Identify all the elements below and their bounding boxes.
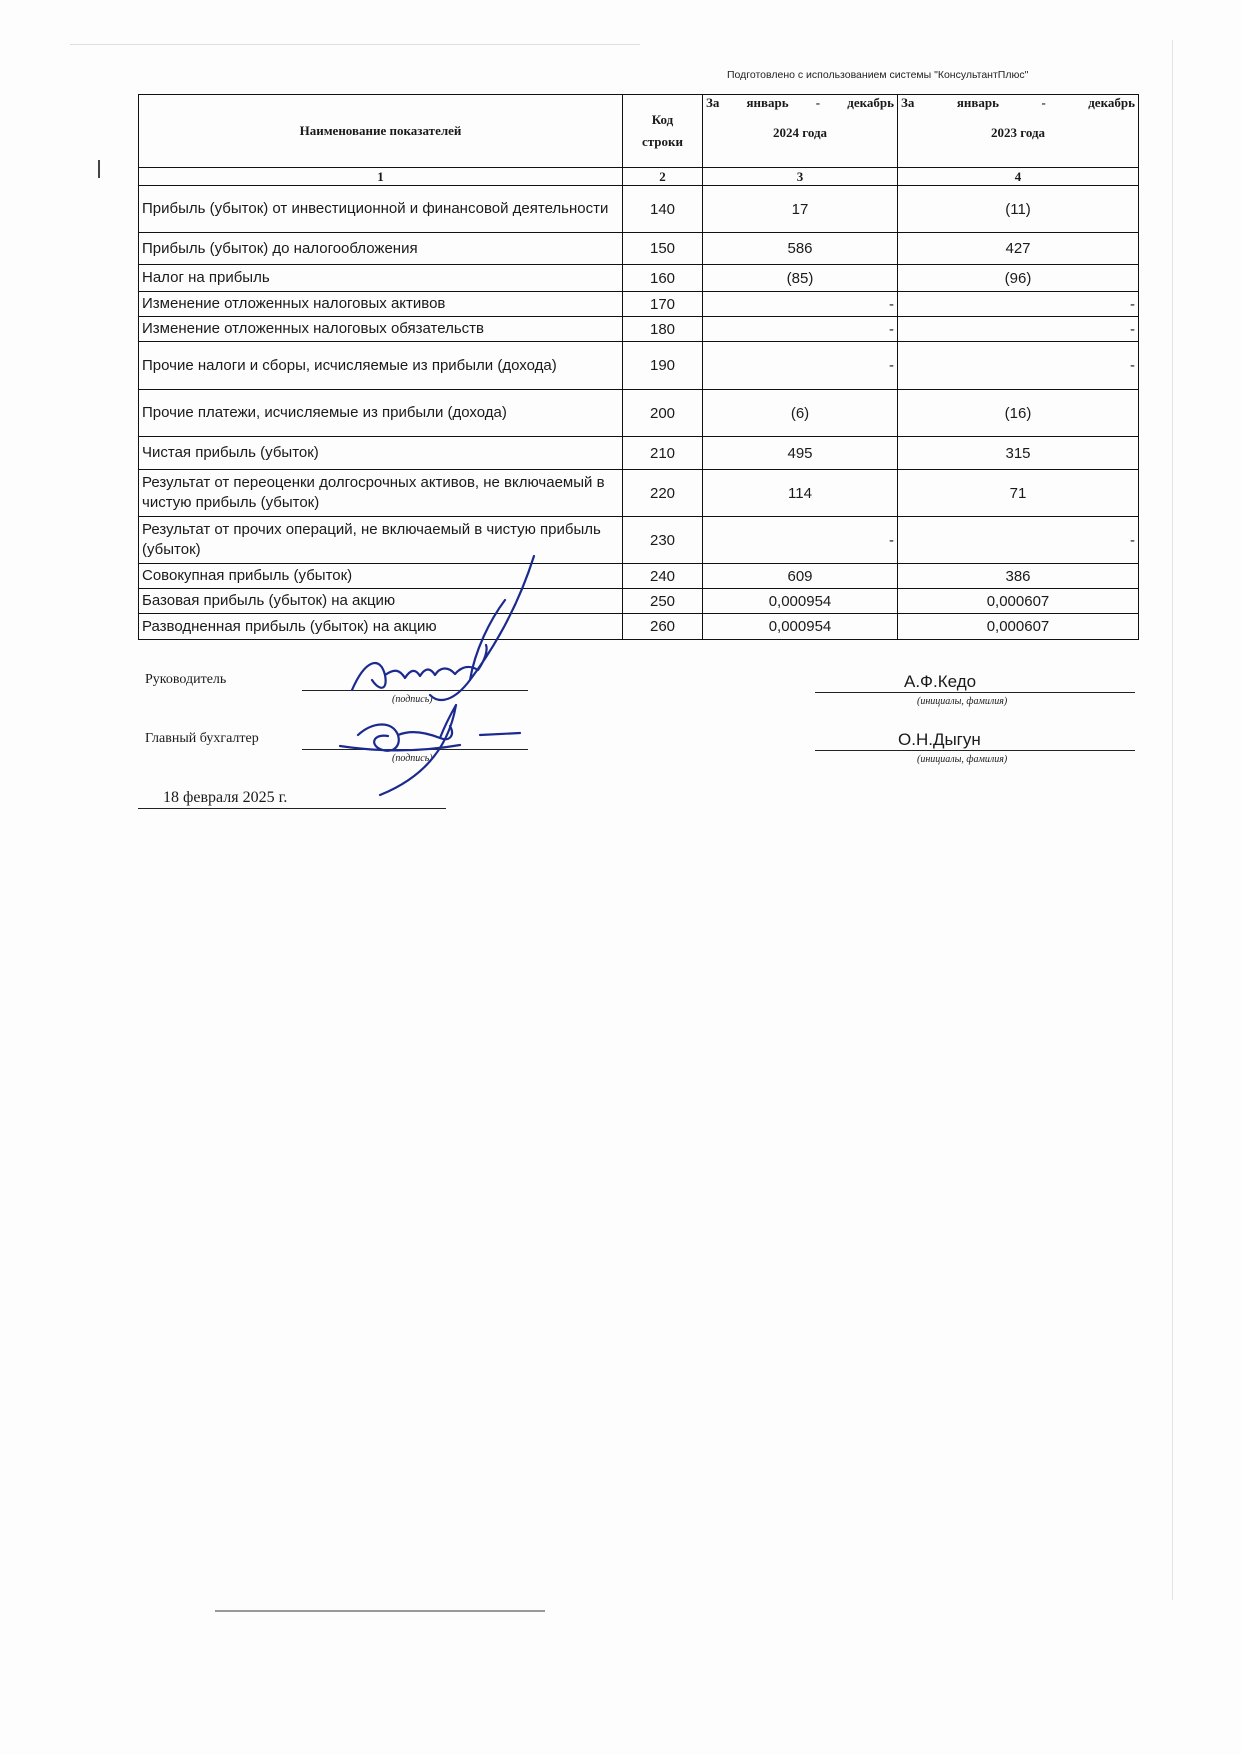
column-number: 2 xyxy=(623,168,703,186)
row-name: Результат от прочих операций, не включаемый в чистую прибыль (убыток) xyxy=(139,517,623,564)
table-row xyxy=(139,233,1139,265)
column-number-row xyxy=(139,168,1139,186)
row-name: Налог на прибыль xyxy=(139,265,623,292)
column-number: 3 xyxy=(703,168,898,186)
row-name: Изменение отложенных налоговых активов xyxy=(139,292,623,317)
scan-edge-top xyxy=(70,44,640,45)
row-code: 170 xyxy=(623,292,703,317)
row-name: Разводненная прибыль (убыток) на акцию xyxy=(139,614,623,640)
row-value-2023: - xyxy=(898,342,1139,390)
header-2024-word1: За xyxy=(706,95,720,110)
table-row xyxy=(139,614,1139,640)
accountant-signature-line xyxy=(302,749,528,750)
row-value-2024: - xyxy=(703,342,898,390)
row-name: Прибыль (убыток) от инвестиционной и финансовой деятельности xyxy=(139,186,623,233)
row-code: 190 xyxy=(623,342,703,390)
row-value-2024: (6) xyxy=(703,390,898,437)
row-value-2024: 609 xyxy=(703,564,898,589)
table-row xyxy=(139,517,1139,564)
row-value-2024: 114 xyxy=(703,470,898,517)
row-value-2023: (11) xyxy=(898,186,1139,233)
row-code: 210 xyxy=(623,437,703,470)
header-2023-word2: январь xyxy=(956,95,999,110)
row-value-2024: 0,000954 xyxy=(703,589,898,614)
row-value-2023: - xyxy=(898,517,1139,564)
accountant-signature-caption: (подпись) xyxy=(392,753,433,764)
header-code-line2: строки xyxy=(641,134,684,149)
row-code: 140 xyxy=(623,186,703,233)
row-value-2024: 586 xyxy=(703,233,898,265)
table-row xyxy=(139,564,1139,589)
table-row xyxy=(139,470,1139,517)
report-table xyxy=(138,94,1139,640)
accountant-label: Главный бухгалтер xyxy=(145,731,259,746)
row-code: 220 xyxy=(623,470,703,517)
row-code: 160 xyxy=(623,265,703,292)
row-value-2024: - xyxy=(703,292,898,317)
column-number: 4 xyxy=(898,168,1139,186)
row-code: 250 xyxy=(623,589,703,614)
accountant-name: О.Н.Дыгун xyxy=(898,730,981,749)
row-value-2023: 0,000607 xyxy=(898,614,1139,640)
row-value-2023: 71 xyxy=(898,470,1139,517)
row-value-2023: - xyxy=(898,292,1139,317)
row-name: Базовая прибыль (убыток) на акцию xyxy=(139,589,623,614)
row-name: Изменение отложенных налоговых обязательств xyxy=(139,317,623,342)
header-2023-word1: За xyxy=(901,95,915,110)
header-2024-word4: декабрь xyxy=(847,95,894,110)
scan-edge-right xyxy=(1172,40,1173,1600)
table-row xyxy=(139,292,1139,317)
row-code: 180 xyxy=(623,317,703,342)
row-value-2024: 17 xyxy=(703,186,898,233)
row-value-2024: (85) xyxy=(703,265,898,292)
accountant-signature xyxy=(340,705,520,795)
prepared-note: Подготовлено с использованием системы "КонсультантПлюс" xyxy=(727,69,1029,81)
header-2023-year: 2023 года xyxy=(990,125,1046,140)
row-value-2024: 495 xyxy=(703,437,898,470)
table-row xyxy=(139,390,1139,437)
report-date: 18 февраля 2025 г. xyxy=(163,789,288,806)
header-row xyxy=(139,95,1139,168)
row-name: Чистая прибыль (убыток) xyxy=(139,437,623,470)
row-code: 200 xyxy=(623,390,703,437)
director-name-caption: (инициалы, фамилия) xyxy=(917,696,1008,707)
row-code: 260 xyxy=(623,614,703,640)
director-name: А.Ф.Кедо xyxy=(904,672,977,691)
date-line xyxy=(138,808,446,809)
table-row xyxy=(139,317,1139,342)
row-code: 150 xyxy=(623,233,703,265)
row-value-2023: (96) xyxy=(898,265,1139,292)
row-value-2024: - xyxy=(703,317,898,342)
header-2024-word2: январь xyxy=(746,95,789,110)
header-2024-word3: - xyxy=(815,95,821,110)
row-name: Прибыль (убыток) до налогообложения xyxy=(139,233,623,265)
header-2023-word4: декабрь xyxy=(1088,95,1135,110)
table-row xyxy=(139,437,1139,470)
row-name: Прочие налоги и сборы, исчисляемые из прибыли (дохода) xyxy=(139,342,623,390)
row-value-2023: 0,000607 xyxy=(898,589,1139,614)
header-name: Наименование показателей xyxy=(139,95,623,168)
accountant-name-line xyxy=(815,750,1135,751)
header-2023-word3: - xyxy=(1041,95,1046,110)
header-code xyxy=(623,95,703,168)
director-name-line xyxy=(815,692,1135,693)
table-row xyxy=(139,186,1139,233)
scan-edge-bottom xyxy=(215,1610,545,1612)
row-value-2023: - xyxy=(898,317,1139,342)
director-signature-line xyxy=(302,690,528,691)
row-code: 240 xyxy=(623,564,703,589)
director-label: Руководитель xyxy=(145,672,227,687)
header-period-2023 xyxy=(898,95,1139,168)
header-2024-year: 2024 года xyxy=(772,125,828,140)
column-number: 1 xyxy=(139,168,623,186)
table-row xyxy=(139,589,1139,614)
header-code-line1: Код xyxy=(651,112,674,127)
table-row xyxy=(139,265,1139,292)
row-name: Результат от переоценки долгосрочных активов, не включаемый в чистую прибыль (убыток) xyxy=(139,470,623,517)
row-name: Совокупная прибыль (убыток) xyxy=(139,564,623,589)
row-value-2024: 0,000954 xyxy=(703,614,898,640)
director-signature-caption: (подпись) xyxy=(392,694,433,705)
table-row xyxy=(139,342,1139,390)
accountant-name-caption: (инициалы, фамилия) xyxy=(917,754,1008,765)
row-value-2024: - xyxy=(703,517,898,564)
header-period-2024 xyxy=(703,95,898,168)
row-value-2023: (16) xyxy=(898,390,1139,437)
row-value-2023: 427 xyxy=(898,233,1139,265)
row-value-2023: 386 xyxy=(898,564,1139,589)
row-name: Прочие платежи, исчисляемые из прибыли (дохода) xyxy=(139,390,623,437)
row-code: 230 xyxy=(623,517,703,564)
scan-mark xyxy=(98,160,100,178)
row-value-2023: 315 xyxy=(898,437,1139,470)
